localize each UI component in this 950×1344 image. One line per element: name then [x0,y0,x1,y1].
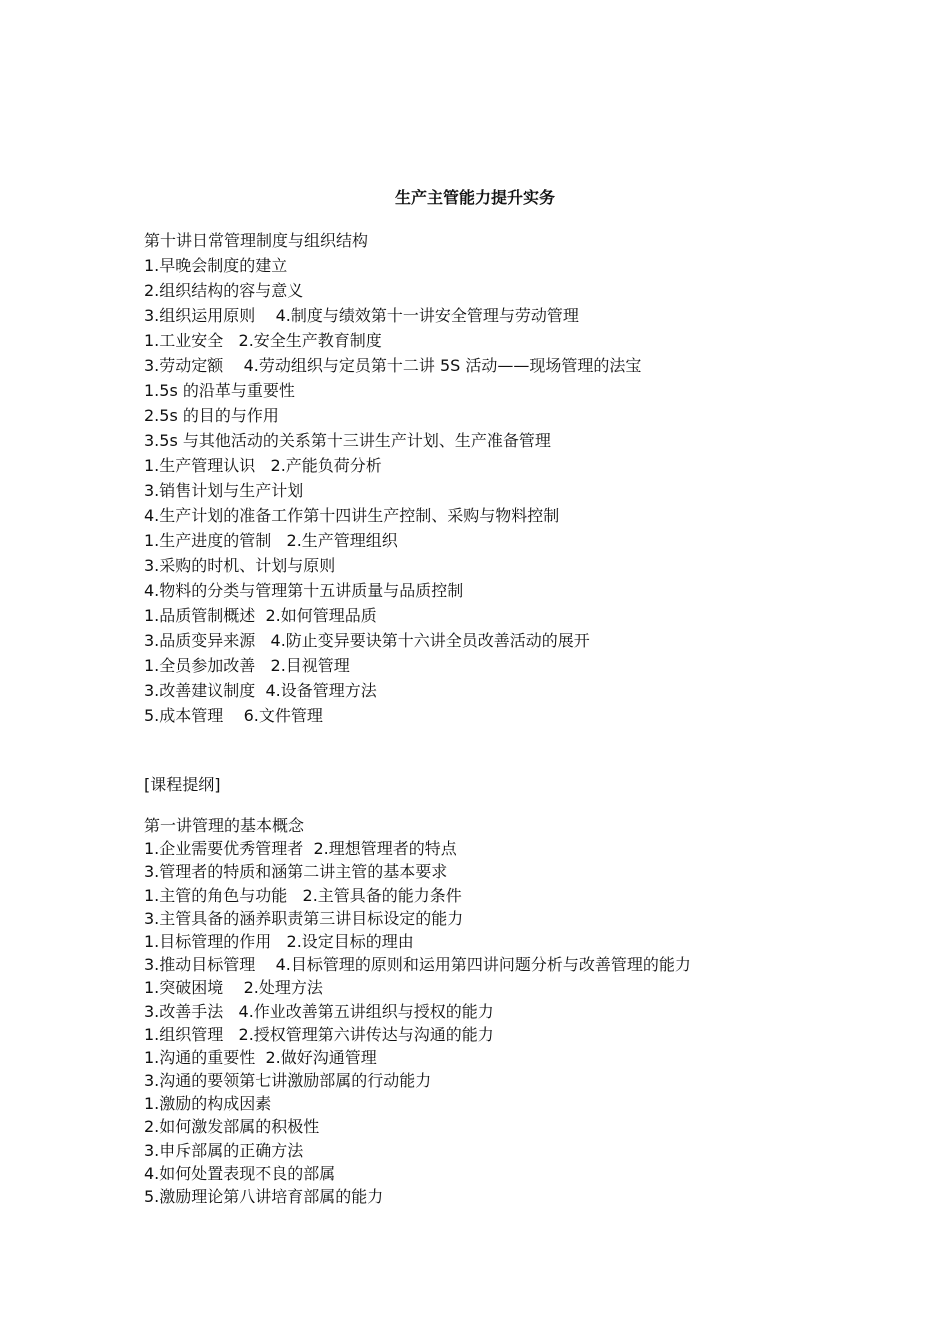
text-line: 第一讲管理的基本概念 [144,816,305,835]
text-line: 1.目标管理的作用 2.设定目标的理由 [144,931,414,951]
text-line: 1.沟通的重要性 2.做好沟通管理 [144,1047,377,1067]
text-line: 1.工业安全 2.安全生产教育制度 [144,331,382,350]
text-line: 4.物料的分类与管理第十五讲质量与品质控制 [144,581,464,600]
text-line: 3.5s 与其他活动的关系第十三讲生产计划、生产准备管理 [144,431,551,450]
text-line: 3.主管具备的涵养职责第三讲目标设定的能力 [144,908,464,928]
text-line: 1.早晚会制度的建立 [144,256,288,275]
text-line: 3.申斥部属的正确方法 [144,1140,304,1160]
text-line: 1.品质管制概述 2.如何管理品质 [144,606,377,625]
text-line: 3.改善建议制度 4.设备管理方法 [144,681,377,700]
document-title: 生产主管能力提升实务 [394,188,555,207]
text-line: 3.劳动定额 4.劳动组织与定员第十二讲 5S 活动——现场管理的法宝 [144,356,642,375]
text-line: 4.生产计划的准备工作第十四讲生产控制、采购与物料控制 [144,506,560,525]
text-line: 1.突破困境 2.处理方法 [144,978,323,998]
text-line: 3.品质变异来源 4.防止变异要诀第十六讲全员改善活动的展开 [144,631,590,650]
outline-heading: [课程提纲] [144,775,221,794]
outline-heading-block [144,772,924,797]
text-line: 1.企业需要优秀管理者 2.理想管理者的特点 [144,839,457,859]
text-line: 第十讲日常管理制度与组织结构 [144,231,369,250]
text-line: 2.如何激发部属的积极性 [144,1117,320,1137]
text-line: 5.成本管理 6.文件管理 [144,706,323,725]
text-line: 1.激励的构成因素 [144,1094,272,1114]
text-line: 1.5s 的沿革与重要性 [144,381,295,400]
text-line: 3.改善手法 4.作业改善第五讲组织与授权的能力 [144,1001,494,1021]
text-line: 4.如何处置表现不良的部属 [144,1163,336,1183]
text-line: 1.生产管理认识 2.产能负荷分析 [144,456,382,475]
text-line: 2.5s 的目的与作用 [144,406,279,425]
text-line: 1.组织管理 2.授权管理第六讲传达与沟通的能力 [144,1024,494,1044]
text-line: 3.管理者的特质和涵第二讲主管的基本要求 [144,862,448,882]
text-line: 1.全员参加改善 2.目视管理 [144,656,350,675]
text-line: 1.生产进度的管制 2.生产管理组织 [144,531,398,550]
text-line: 3.销售计划与生产计划 [144,481,304,500]
text-line: 3.推动目标管理 4.目标管理的原则和运用第四讲问题分析与改善管理的能力 [144,955,691,975]
text-line: 5.激励理论第八讲培育部属的能力 [144,1187,384,1206]
text-line: 1.主管的角色与功能 2.主管具备的能力条件 [144,885,462,905]
text-line: 3.组织运用原则 4.制度与绩效第十一讲安全管理与劳动管理 [144,306,579,325]
text-line: 3.沟通的要领第七讲激励部属的行动能力 [144,1071,432,1091]
text-line: 2.组织结构的容与意义 [144,281,304,300]
course-contents-section [144,228,924,728]
text-line: 3.采购的时机、计划与原则 [144,556,336,575]
course-outline-section [144,814,924,1208]
